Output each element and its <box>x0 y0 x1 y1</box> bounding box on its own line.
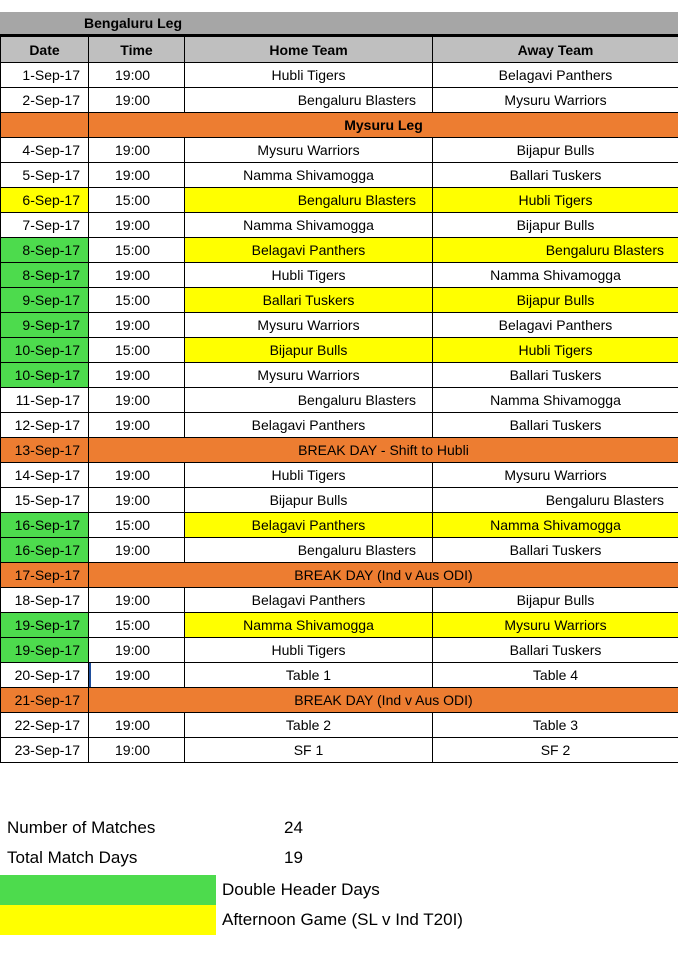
section-row <box>1 113 678 138</box>
table-row <box>1 513 678 538</box>
away-team-cell[interactable]: Mysuru Warriors <box>433 613 678 638</box>
table-row <box>1 638 678 663</box>
table-row <box>1 313 678 338</box>
away-team-cell[interactable]: Mysuru Warriors <box>433 88 678 113</box>
time-cell[interactable]: 19:00 <box>89 663 185 688</box>
date-cell[interactable]: 1-Sep-17 <box>1 63 89 88</box>
table-row <box>1 238 678 263</box>
days-value[interactable]: 19 <box>284 848 303 867</box>
time-cell[interactable]: 19:00 <box>89 213 185 238</box>
away-team-cell[interactable]: Bijapur Bulls <box>433 138 678 163</box>
yellow-swatch[interactable] <box>0 905 216 935</box>
date-cell[interactable]: 9-Sep-17 <box>1 288 89 313</box>
leg-title-row <box>0 12 678 36</box>
break-day-cell[interactable]: BREAK DAY - Shift to Hubli <box>89 438 678 463</box>
table-row <box>1 263 678 288</box>
away-team-cell[interactable]: Bijapur Bulls <box>433 588 678 613</box>
time-cell[interactable]: 19:00 <box>89 638 185 663</box>
home-team-cell[interactable]: Hubli Tigers <box>185 638 433 663</box>
away-team-cell[interactable]: Namma Shivamogga <box>433 513 678 538</box>
table-row <box>1 188 678 213</box>
time-cell[interactable]: 19:00 <box>89 263 185 288</box>
table-row <box>1 413 678 438</box>
table-row <box>1 388 678 413</box>
date-cell[interactable]: 16-Sep-17 <box>1 513 89 538</box>
time-cell[interactable]: 19:00 <box>89 463 185 488</box>
table-row <box>1 663 678 688</box>
away-team-cell[interactable]: Ballari Tuskers <box>433 413 678 438</box>
legend-afternoon-label[interactable]: Afternoon Game (SL v Ind T20I) <box>222 910 463 929</box>
table-row <box>1 138 678 163</box>
date-cell[interactable]: 16-Sep-17 <box>1 538 89 563</box>
away-team-cell[interactable]: Bijapur Bulls <box>433 288 678 313</box>
home-team-cell[interactable]: Belagavi Panthers <box>185 513 433 538</box>
home-team-cell[interactable]: Mysuru Warriors <box>185 363 433 388</box>
away-team-cell[interactable]: Bijapur Bulls <box>433 213 678 238</box>
time-cell[interactable]: 19:00 <box>89 88 185 113</box>
home-team-cell[interactable]: Belagavi Panthers <box>185 238 433 263</box>
home-team-cell[interactable]: Mysuru Warriors <box>185 313 433 338</box>
away-team-cell[interactable]: Ballari Tuskers <box>433 638 678 663</box>
legend-afternoon <box>0 905 678 935</box>
home-team-cell[interactable]: Belagavi Panthers <box>185 413 433 438</box>
time-cell[interactable]: 15:00 <box>89 338 185 363</box>
time-cell[interactable]: 15:00 <box>89 613 185 638</box>
table-row <box>1 538 678 563</box>
time-cell[interactable]: 19:00 <box>89 363 185 388</box>
header-time[interactable]: Time <box>89 37 185 63</box>
home-team-cell[interactable]: Table 1 <box>185 663 433 688</box>
time-cell[interactable]: 19:00 <box>89 163 185 188</box>
break-day-cell[interactable]: BREAK DAY (Ind v Aus ODI) <box>89 563 678 588</box>
table-row <box>1 213 678 238</box>
time-cell[interactable]: 19:00 <box>89 313 185 338</box>
break-row <box>1 563 678 588</box>
time-cell[interactable]: 19:00 <box>89 588 185 613</box>
section-title-mysuru[interactable]: Mysuru Leg <box>89 113 678 138</box>
home-team-cell[interactable]: Bijapur Bulls <box>185 488 433 513</box>
table-row <box>1 88 678 113</box>
time-cell[interactable]: 19:00 <box>89 413 185 438</box>
home-team-cell[interactable]: Namma Shivamogga <box>185 163 433 188</box>
date-cell[interactable]: 13-Sep-17 <box>1 438 89 463</box>
time-cell[interactable]: 19:00 <box>89 138 185 163</box>
table-row <box>1 338 678 363</box>
away-team-cell[interactable]: Namma Shivamogga <box>433 388 678 413</box>
away-team-cell[interactable]: Belagavi Panthers <box>433 63 678 88</box>
date-cell[interactable]: 12-Sep-17 <box>1 413 89 438</box>
home-team-cell[interactable]: Bengaluru Blasters <box>185 538 433 563</box>
date-cell[interactable]: 6-Sep-17 <box>1 188 89 213</box>
time-cell[interactable]: 19:00 <box>89 713 185 738</box>
header-away-team[interactable]: Away Team <box>433 37 678 63</box>
date-cell[interactable]: 19-Sep-17 <box>1 638 89 663</box>
date-cell[interactable]: 21-Sep-17 <box>1 688 89 713</box>
date-cell[interactable]: 19-Sep-17 <box>1 613 89 638</box>
home-team-cell[interactable]: Ballari Tuskers <box>185 288 433 313</box>
home-team-cell[interactable]: Bengaluru Blasters <box>185 388 433 413</box>
days-label[interactable]: Total Match Days <box>7 848 138 867</box>
time-cell[interactable]: 19:00 <box>89 488 185 513</box>
days-summary-row <box>0 845 678 875</box>
matches-summary-row <box>0 815 678 845</box>
date-cell[interactable]: 8-Sep-17 <box>1 238 89 263</box>
leg-title: Bengaluru Leg <box>84 15 183 31</box>
date-cell[interactable]: 17-Sep-17 <box>1 563 89 588</box>
date-cell[interactable]: 5-Sep-17 <box>1 163 89 188</box>
date-cell[interactable]: 15-Sep-17 <box>1 488 89 513</box>
away-team-cell[interactable]: Hubli Tigers <box>433 338 678 363</box>
legend-double-header-label[interactable]: Double Header Days <box>222 880 380 899</box>
away-team-cell[interactable]: Namma Shivamogga <box>433 263 678 288</box>
time-cell[interactable]: 19:00 <box>89 538 185 563</box>
time-cell[interactable]: 15:00 <box>89 513 185 538</box>
table-row <box>1 738 678 763</box>
away-team-cell[interactable]: Table 4 <box>433 663 678 688</box>
away-team-cell[interactable]: Ballari Tuskers <box>433 538 678 563</box>
schedule-table <box>0 36 678 763</box>
home-team-cell[interactable]: Hubli Tigers <box>185 463 433 488</box>
date-cell[interactable]: 20-Sep-17 <box>1 663 89 688</box>
away-team-cell[interactable]: Bengaluru Blasters <box>433 488 678 513</box>
home-team-cell[interactable]: Belagavi Panthers <box>185 588 433 613</box>
away-team-cell[interactable]: Bengaluru Blasters <box>433 238 678 263</box>
home-team-cell[interactable]: Namma Shivamogga <box>185 213 433 238</box>
green-swatch[interactable] <box>0 875 216 905</box>
time-cell[interactable]: 15:00 <box>89 238 185 263</box>
date-cell[interactable]: 18-Sep-17 <box>1 588 89 613</box>
break-row <box>1 688 678 713</box>
away-team-cell[interactable]: Belagavi Panthers <box>433 313 678 338</box>
header-date[interactable]: Date <box>1 37 89 63</box>
date-cell[interactable]: 8-Sep-17 <box>1 263 89 288</box>
header-home-team[interactable]: Home Team <box>185 37 433 63</box>
table-row <box>1 613 678 638</box>
break-row <box>1 438 678 463</box>
home-team-cell[interactable]: Bengaluru Blasters <box>185 188 433 213</box>
time-cell[interactable]: 15:00 <box>89 188 185 213</box>
home-team-cell[interactable]: Table 2 <box>185 713 433 738</box>
break-day-cell[interactable]: BREAK DAY (Ind v Aus ODI) <box>89 688 678 713</box>
legend-double-header <box>0 875 678 905</box>
date-cell[interactable]: 10-Sep-17 <box>1 363 89 388</box>
date-cell[interactable]: 9-Sep-17 <box>1 313 89 338</box>
table-row <box>1 488 678 513</box>
time-cell[interactable]: 19:00 <box>89 63 185 88</box>
time-cell[interactable]: 19:00 <box>89 388 185 413</box>
section-spacer-cell[interactable] <box>1 113 89 138</box>
schedule-sheet <box>0 12 678 763</box>
home-team-cell[interactable]: Hubli Tigers <box>185 63 433 88</box>
summary-section <box>0 815 678 935</box>
home-team-cell[interactable]: Mysuru Warriors <box>185 138 433 163</box>
date-cell[interactable]: 23-Sep-17 <box>1 738 89 763</box>
home-team-cell[interactable]: Hubli Tigers <box>185 263 433 288</box>
away-team-cell[interactable]: Ballari Tuskers <box>433 363 678 388</box>
date-cell[interactable]: 2-Sep-17 <box>1 88 89 113</box>
away-team-cell[interactable]: SF 2 <box>433 738 678 763</box>
home-team-cell[interactable]: SF 1 <box>185 738 433 763</box>
matches-value[interactable]: 24 <box>284 818 303 837</box>
table-row <box>1 713 678 738</box>
table-row <box>1 363 678 388</box>
table-row <box>1 288 678 313</box>
away-team-cell[interactable]: Ballari Tuskers <box>433 163 678 188</box>
table-row <box>1 163 678 188</box>
home-team-cell[interactable]: Bengaluru Blasters <box>185 88 433 113</box>
table-row <box>1 463 678 488</box>
away-team-cell[interactable]: Table 3 <box>433 713 678 738</box>
home-team-cell[interactable]: Bijapur Bulls <box>185 338 433 363</box>
matches-label[interactable]: Number of Matches <box>7 818 156 837</box>
time-cell[interactable]: 15:00 <box>89 288 185 313</box>
time-cell[interactable]: 19:00 <box>89 738 185 763</box>
away-team-cell[interactable]: Hubli Tigers <box>433 188 678 213</box>
date-cell[interactable]: 11-Sep-17 <box>1 388 89 413</box>
date-cell[interactable]: 4-Sep-17 <box>1 138 89 163</box>
date-cell[interactable]: 14-Sep-17 <box>1 463 89 488</box>
date-cell[interactable]: 10-Sep-17 <box>1 338 89 363</box>
table-row <box>1 63 678 88</box>
date-cell[interactable]: 7-Sep-17 <box>1 213 89 238</box>
home-team-cell[interactable]: Namma Shivamogga <box>185 613 433 638</box>
date-cell[interactable]: 22-Sep-17 <box>1 713 89 738</box>
away-team-cell[interactable]: Mysuru Warriors <box>433 463 678 488</box>
table-row <box>1 588 678 613</box>
header-row <box>1 37 678 63</box>
